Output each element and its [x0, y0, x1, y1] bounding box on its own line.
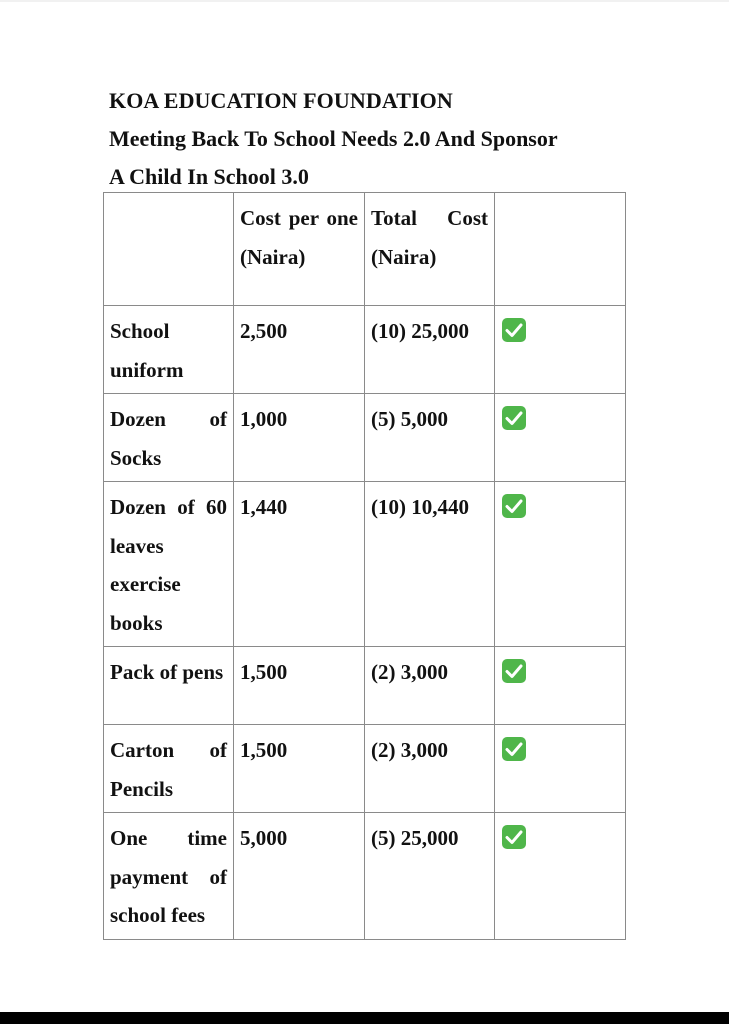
check-mark-icon: [502, 659, 526, 683]
table-row: [104, 813, 626, 940]
check-mark-icon: [502, 318, 526, 342]
item-status: [495, 725, 626, 813]
item-cost: 1,500: [234, 647, 365, 725]
item-name: Dozen of 60 leaves exercise books: [104, 482, 234, 647]
check-mark-icon: [502, 825, 526, 849]
item-cost: 2,500: [234, 306, 365, 394]
item-name: One time payment of school fees: [104, 813, 234, 940]
item-cost: 1,500: [234, 725, 365, 813]
item-cost: 5,000: [234, 813, 365, 940]
item-cost: 1,000: [234, 394, 365, 482]
item-status: [495, 394, 626, 482]
table-header-row: [104, 193, 626, 306]
header-empty: [104, 193, 234, 306]
item-total: (2) 3,000: [365, 725, 495, 813]
item-total: (5) 5,000: [365, 394, 495, 482]
organization-name: KOA EDUCATION FOUNDATION: [109, 88, 453, 113]
check-mark-icon: [502, 737, 526, 761]
cost-table: [103, 192, 626, 940]
item-total: (2) 3,000: [365, 647, 495, 725]
item-total: (5) 25,000: [365, 813, 495, 940]
item-total: (10) 25,000: [365, 306, 495, 394]
header-total-cost: Total Cost (Naira): [365, 193, 495, 306]
item-status: [495, 482, 626, 647]
document-heading: [109, 82, 629, 196]
subtitle-line-2: A Child In School 3.0: [109, 164, 309, 189]
item-name: Carton of Pencils: [104, 725, 234, 813]
check-mark-icon: [502, 494, 526, 518]
subtitle-line-1: Meeting Back To School Needs 2.0 And Sponsor: [109, 126, 558, 151]
item-status: [495, 306, 626, 394]
bottom-bar: [0, 1012, 729, 1024]
item-status: [495, 647, 626, 725]
check-mark-icon: [502, 406, 526, 430]
table-row: [104, 482, 626, 647]
item-name: Dozen of Socks: [104, 394, 234, 482]
item-cost: 1,440: [234, 482, 365, 647]
item-status: [495, 813, 626, 940]
header-status: [495, 193, 626, 306]
table-row: [104, 306, 626, 394]
table-row: [104, 647, 626, 725]
table-row: [104, 725, 626, 813]
header-cost-per-one: Cost per one (Naira): [234, 193, 365, 306]
item-name: School uniform: [104, 306, 234, 394]
item-total: (10) 10,440: [365, 482, 495, 647]
item-name: Pack of pens: [104, 647, 234, 725]
top-edge: [0, 0, 729, 2]
table-row: [104, 394, 626, 482]
